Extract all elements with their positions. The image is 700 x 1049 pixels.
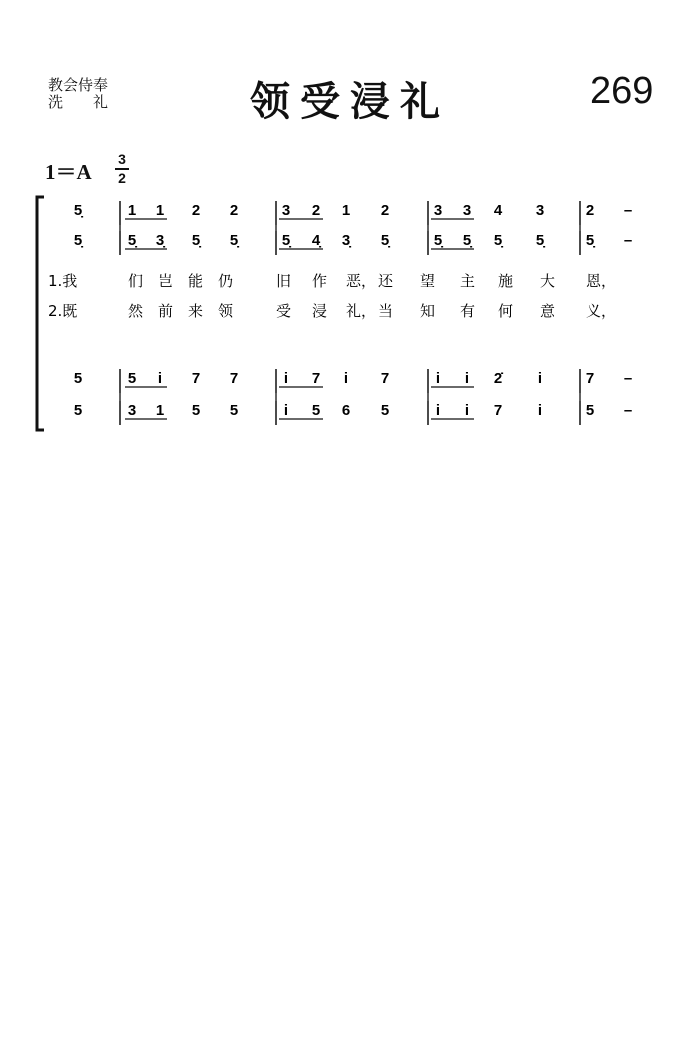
note: – (623, 370, 633, 387)
note: i (283, 402, 289, 419)
note: 2 (380, 202, 390, 219)
lyric-syllable: 受 (276, 302, 292, 320)
key-signature: 1＝A (45, 160, 92, 184)
note: 5̣ (493, 232, 503, 249)
lyric-syllable: 望 (420, 272, 436, 290)
note: 5̣ (535, 232, 545, 249)
lyric-syllable: 施 (498, 272, 514, 290)
note: 5 (73, 370, 83, 387)
time-signature-bottom: 2 (118, 169, 126, 186)
note: 5̣ (380, 232, 390, 249)
note: 3̣ (155, 232, 165, 249)
note: 4 (493, 202, 503, 219)
lyric-syllable: 领 (218, 302, 234, 320)
note: 5̣ (229, 232, 239, 249)
lyric-syllable: 能 (188, 272, 204, 290)
hymn-number: 269 (590, 70, 654, 112)
note: i (157, 370, 163, 387)
note: 5̣ (73, 232, 83, 249)
lyric-syllable: 前 (158, 302, 174, 320)
note: 1 (341, 202, 351, 219)
lyric-syllable: 2.既 (48, 302, 78, 320)
note: 5̣ (462, 232, 472, 249)
lyric-syllable: 义， (586, 302, 617, 320)
lyric-syllable: 来 (188, 302, 204, 320)
note: 2 (311, 202, 321, 219)
hymn-title: 领受浸礼 (250, 78, 450, 125)
note: 3 (535, 202, 545, 219)
note: 1 (155, 202, 165, 219)
note: 5 (311, 402, 321, 419)
note: 3 (281, 202, 291, 219)
note: 5̣ (281, 232, 291, 249)
note: – (623, 402, 633, 419)
note: 5̣ (191, 232, 201, 249)
note: 2 (229, 202, 239, 219)
note: 2̇ (493, 370, 503, 387)
note: 5 (73, 402, 83, 419)
lyric-syllable: 还 (378, 272, 394, 290)
system-bracket (37, 197, 44, 430)
hymn-category: 教会侍奉 (48, 76, 109, 94)
note: i (435, 402, 441, 419)
lyric-syllable: 浸 (312, 302, 328, 320)
lyric-syllable: 有 (460, 302, 476, 320)
lyric-syllable: 然 (128, 302, 144, 320)
note: 7 (191, 370, 201, 387)
note: 5 (127, 370, 137, 387)
note: 1 (155, 402, 165, 419)
lyric-syllable: 恶， (346, 272, 377, 290)
lyric-syllable: 当 (378, 302, 394, 320)
note: – (623, 202, 633, 219)
note: i (464, 370, 470, 387)
note: 6 (341, 402, 351, 419)
note: i (464, 402, 470, 419)
lyric-syllable: 旧 (276, 272, 292, 290)
note: 3 (127, 402, 137, 419)
note: 7 (380, 370, 390, 387)
lyric-syllable: 意 (540, 302, 556, 320)
lyric-syllable: 恩， (586, 272, 617, 290)
note: 4̣ (311, 232, 321, 249)
lyric-syllable: 礼， (346, 302, 377, 320)
note: i (343, 370, 349, 387)
note: 5 (380, 402, 390, 419)
note: i (537, 402, 543, 419)
note: 5 (191, 402, 201, 419)
note: 5̣ (73, 202, 83, 219)
note: i (283, 370, 289, 387)
note: 7 (493, 402, 503, 419)
lyric-syllable: 岂 (158, 272, 174, 290)
note: i (537, 370, 543, 387)
note: 1 (127, 202, 137, 219)
note: 2 (191, 202, 201, 219)
lyric-syllable: 作 (312, 272, 328, 290)
note: 5 (585, 402, 595, 419)
note: 5̣ (585, 232, 595, 249)
note: i (435, 370, 441, 387)
lyric-syllable: 们 (128, 272, 144, 290)
lyric-syllable: 1.我 (48, 272, 78, 290)
note: 7 (311, 370, 321, 387)
note: 5̣ (127, 232, 137, 249)
note: 5̣ (433, 232, 443, 249)
note: 3 (433, 202, 443, 219)
lyric-syllable: 仍 (218, 272, 234, 290)
lyric-syllable: 何 (498, 302, 514, 320)
lyric-syllable: 大 (540, 272, 556, 290)
note: 3̣ (341, 232, 351, 249)
time-signature-top: 3 (118, 151, 126, 167)
lyric-syllable: 知 (420, 302, 436, 320)
note: 5 (229, 402, 239, 419)
note: – (623, 232, 633, 249)
note: 7 (585, 370, 595, 387)
note: 7 (229, 370, 239, 387)
hymn-subcategory: 洗 礼 (48, 93, 109, 111)
note: 3 (462, 202, 472, 219)
note: 2 (585, 202, 595, 219)
lyric-syllable: 主 (460, 272, 476, 290)
